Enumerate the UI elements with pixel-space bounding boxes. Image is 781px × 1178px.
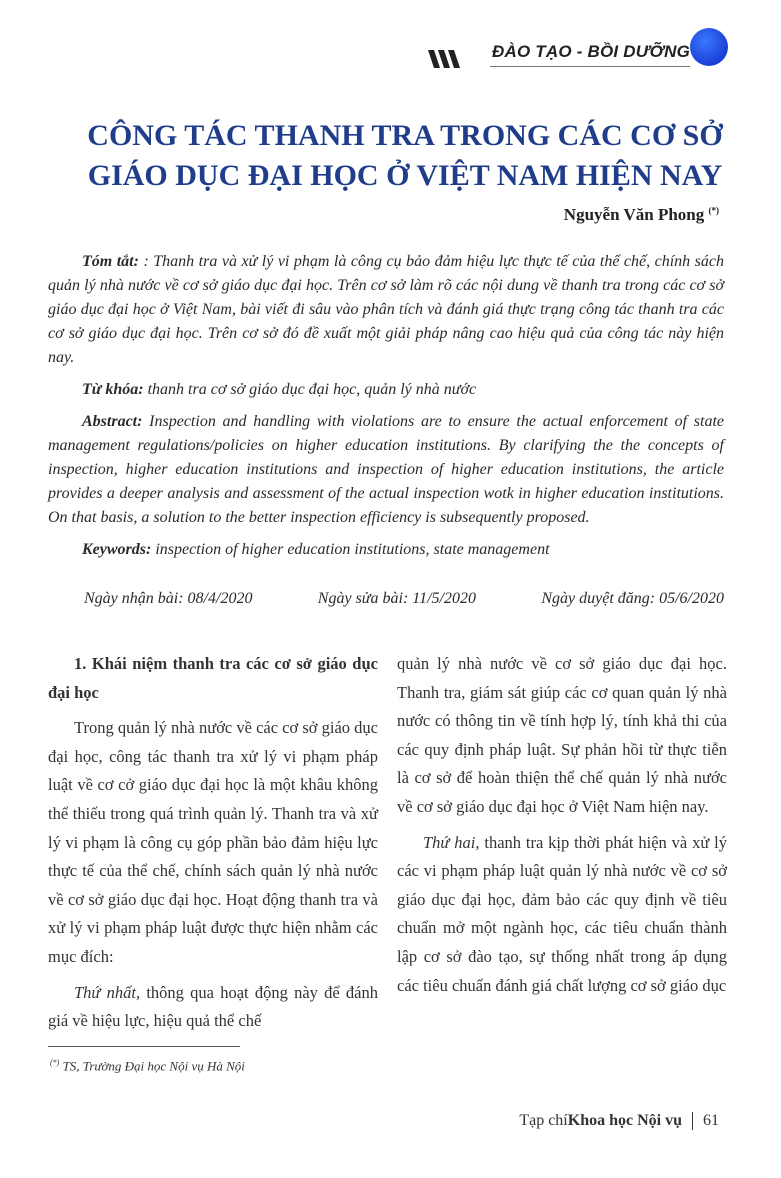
- keywords-en-text: inspection of higher education institutions, state management: [151, 541, 550, 558]
- paragraph-4-text: thanh tra kịp thời phát hiện và xử lý các vi phạm pháp luật quản lý nhà nước về cơ sở giáo dục đại học, đảm bảo các quy định về tiêu chuẩn mở một ngành học, các tiêu chuẩn thành lập cơ sở đào tạo, sự thống nhất trong áp dụng các tiêu chuẩn đánh giá chất lượng cơ sở giáo dục: [397, 832, 727, 995]
- footnote: [50, 1058, 245, 1074]
- article-title: [60, 116, 750, 196]
- footer-separator: [692, 1112, 693, 1130]
- title-line-2: GIÁO DỤC ĐẠI HỌC Ở VIỆT NAM HIỆN NAY: [87, 159, 723, 192]
- date-revised: Ngày sửa bài: 11/5/2020: [317, 590, 476, 607]
- triple-stripe-icon: [428, 50, 464, 68]
- abstract-block: [48, 250, 724, 570]
- keywords-vi-label: Từ khóa:: [82, 381, 144, 398]
- section-title: ĐÀO TẠO - BỒI DƯỠNG: [492, 42, 690, 61]
- abstract-text: Inspection and handling with violations are to ensure the actual enforcement of state management regulations/policies on higher education institutions. By clarifying the the concepts of inspection, higher education institutions and inspection of higher education institutions, the article provides a deeper analysis and assessment of the actual inspection wotk in higher education institutions. On that basis, a solution to the better inspection efficiency is subsequently proposed.: [48, 413, 724, 526]
- date-received: Ngày nhận bài: 08/4/2020: [84, 590, 253, 607]
- title-line-1: CÔNG TÁC THANH TRA TRONG CÁC CƠ SỞ: [87, 119, 723, 152]
- keywords-vi: [48, 378, 724, 402]
- date-approved: Ngày duyệt đăng: 05/6/2020: [541, 590, 724, 607]
- author-mark: (*): [708, 205, 719, 216]
- abstract-label: Abstract:: [82, 413, 143, 430]
- journal-prefix: Tạp chí: [519, 1112, 568, 1129]
- summary-vi: [48, 250, 724, 370]
- paragraph-1: Trong quản lý nhà nước về các cơ sở giáo dục đại học, công tác thanh tra xử lý vi phạm pháp luật về cơ cở giáo dục đại học là một khâu không thể thiếu trong quá trình quản lý. Thanh tra và xử lý vi phạm là công cụ góp phần bảo đảm hiệu lực thực tế của thể chế, chính sách quản lý nhà nước về cơ sở giáo dục đại học. Hoạt động thanh tra và xử lý vi phạm pháp luật được thực hiện nhằm các mục đích:: [48, 718, 378, 966]
- paragraph-2: [48, 979, 378, 1036]
- paragraph-4: [397, 829, 727, 1001]
- header-rule: [490, 66, 690, 67]
- header-circle-decoration: [690, 28, 728, 66]
- article-dates: [84, 590, 724, 608]
- page-header: [0, 28, 781, 76]
- author-name: Nguyễn Văn Phong: [563, 205, 705, 224]
- paragraph-2-text: thông qua hoạt động này để đánh giá về hiệu lực, hiệu quả thể chế: [48, 982, 378, 1031]
- footnote-text: TS, Trường Đại học Nội vụ Hà Nội: [59, 1058, 245, 1074]
- keywords-en-label: Keywords:: [82, 541, 152, 558]
- footnote-rule: [48, 1046, 240, 1047]
- keywords-vi-text: thanh tra cơ sở giáo dục đại học, quản lý nhà nước: [143, 381, 477, 398]
- paragraph-3: quản lý nhà nước về cơ sở giáo dục đại học. Thanh tra, giám sát giúp các cơ quan quản lý nhà nước có thông tin về tính hợp lý, tính khả thi của các quy định pháp luật. Sự phản hồi từ thực tiễn là cơ sở để hoàn thiện thể chế quản lý nhà nước về cơ sở giáo dục đại học ở Việt Nam hiện nay.: [397, 654, 727, 816]
- page-number: 61: [703, 1112, 719, 1129]
- footnote-mark: (*): [50, 1058, 60, 1067]
- keywords-en: [48, 538, 724, 562]
- body-column-left: [48, 650, 378, 1043]
- paragraph-2-lead: Thứ nhất,: [74, 982, 141, 1002]
- summary-text: : Thanh tra và xử lý vi phạm là công cụ bảo đảm hiệu lực thực tế của thể chế, chính sách quản lý nhà nước về cơ sở giáo dục đại học. Trên cơ sở làm rõ các nội dung về thanh tra trong các cơ sở giáo dục đại học ở Việt Nam, bài viết đi sâu vào phân tích và đánh giá thực trạng công tác thanh tra các cơ sở giáo dục đại học. Trên cơ sở đó đề xuất một giải pháp nâng cao hiệu quả của công tác này hiện nay.: [48, 253, 725, 366]
- journal-name: Khoa học Nội vụ: [567, 1112, 682, 1129]
- page-footer: [519, 1112, 719, 1130]
- abstract-en: [48, 410, 724, 530]
- section-1-heading: 1. Khái niệm thanh tra các cơ sở giáo dục đại học: [48, 654, 378, 702]
- paragraph-4-lead: Thứ hai,: [423, 832, 480, 852]
- author: [564, 205, 719, 225]
- body-column-right: [397, 650, 727, 1007]
- summary-label: Tóm tắt:: [82, 253, 139, 270]
